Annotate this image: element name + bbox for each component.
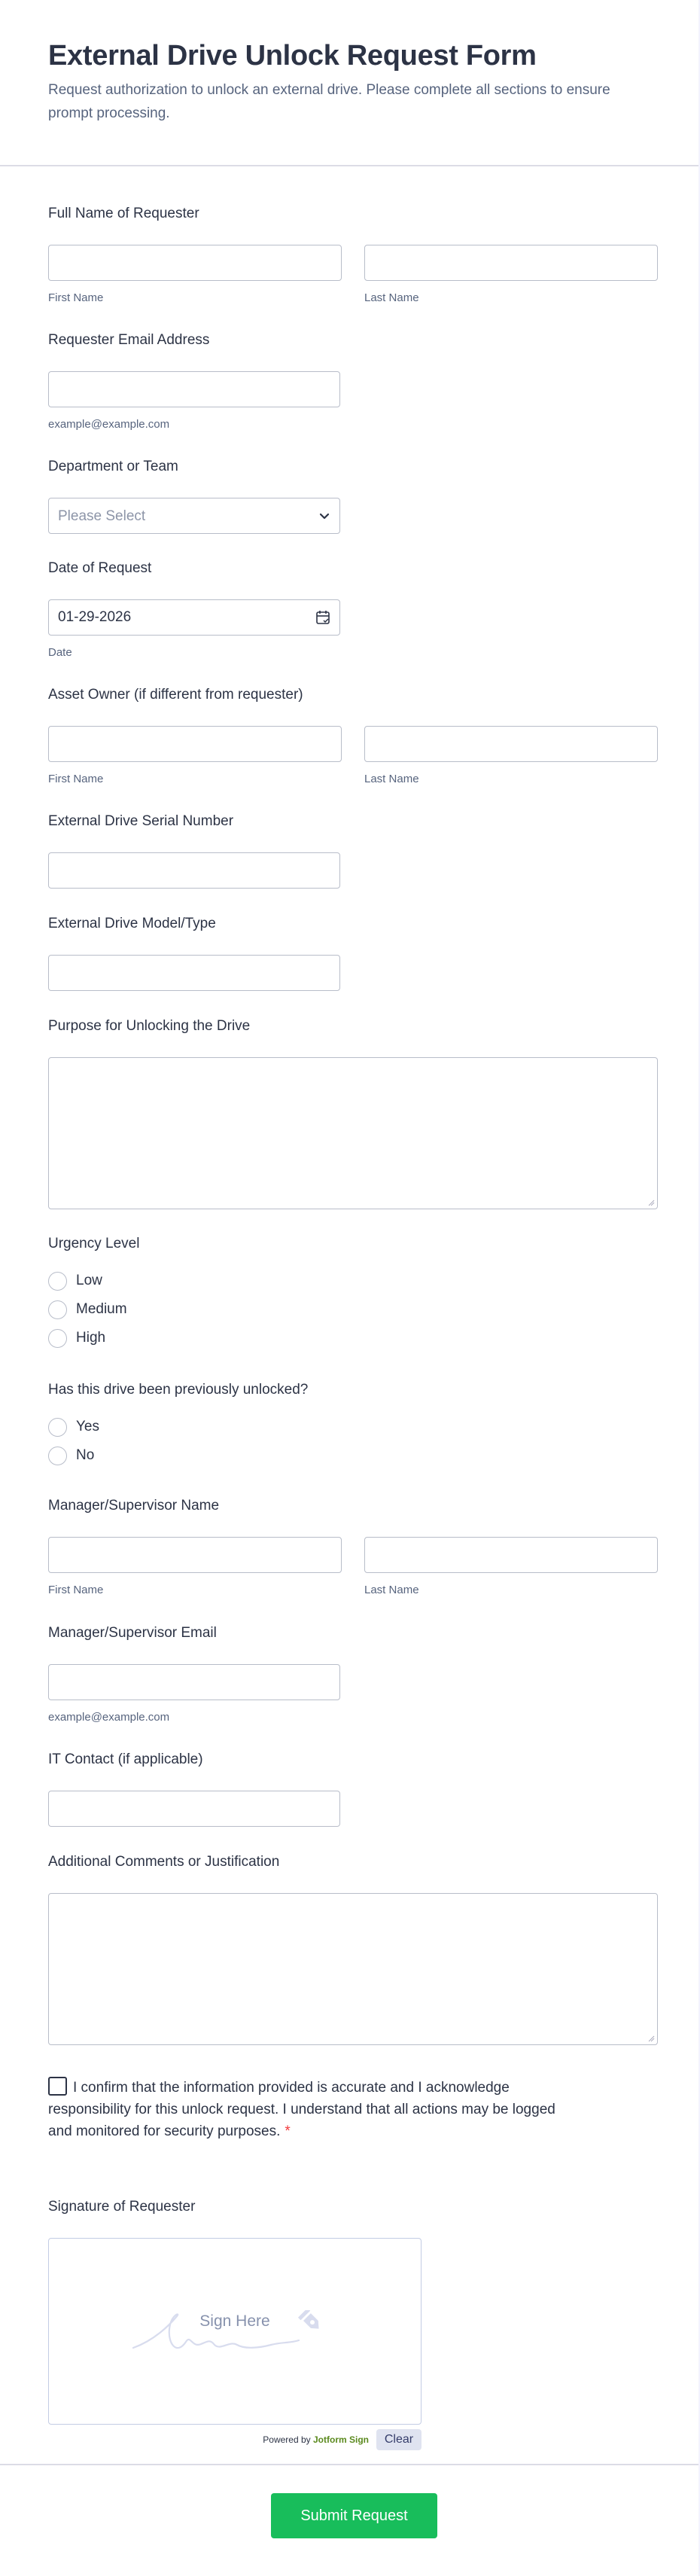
previously-unlocked-radio-group bbox=[48, 1413, 308, 1470]
select-placeholder: Please Select bbox=[58, 508, 146, 524]
field-label: Full Name of Requester bbox=[48, 206, 199, 221]
date-value: 01-29-2026 bbox=[58, 609, 132, 625]
consent-checkbox[interactable] bbox=[48, 2077, 67, 2096]
date-field bbox=[48, 559, 340, 660]
radio-circle[interactable] bbox=[48, 1418, 67, 1437]
asset-owner-field bbox=[48, 686, 658, 786]
asset-owner-first-name-input[interactable] bbox=[48, 726, 342, 762]
footer-divider bbox=[0, 2464, 698, 2465]
header-divider bbox=[0, 165, 698, 166]
model-type-field bbox=[48, 915, 340, 991]
serial-number-field bbox=[48, 812, 340, 889]
field-label: Signature of Requester bbox=[48, 2199, 196, 2215]
consent-checkbox-field bbox=[48, 2077, 575, 2142]
radio-label: Medium bbox=[76, 1301, 127, 1317]
radio-option-high[interactable] bbox=[48, 1324, 139, 1352]
requester-last-name-input[interactable] bbox=[364, 245, 658, 281]
sublabel: Last Name bbox=[364, 291, 419, 304]
serial-number-input[interactable] bbox=[48, 852, 340, 889]
urgency-field bbox=[48, 1235, 139, 1352]
requester-email-input[interactable] bbox=[48, 371, 340, 407]
it-contact-input[interactable] bbox=[48, 1791, 340, 1827]
page-subtitle: Request authorization to unlock an external drive. Please complete all sections to ensure prompt processing. bbox=[48, 82, 610, 121]
sublabel: Date bbox=[48, 646, 72, 659]
chevron-down-icon bbox=[318, 511, 330, 521]
department-field bbox=[48, 458, 340, 534]
sublabel: example@example.com bbox=[48, 418, 170, 431]
powered-by-label: Powered by bbox=[263, 2434, 311, 2445]
radio-circle[interactable] bbox=[48, 1447, 67, 1465]
previously-unlocked-field bbox=[48, 1381, 308, 1470]
jotform-sign-link[interactable]: Jotform Sign bbox=[313, 2434, 369, 2445]
consent-text: I confirm that the information provided is accurate and I acknowledge responsibility for this unlock request. I understand that all actions may be logged and monitored for security purposes. bbox=[48, 2080, 555, 2139]
signature-pad[interactable] bbox=[48, 2238, 422, 2425]
submit-button[interactable]: Submit Request bbox=[271, 2493, 437, 2538]
resize-handle-icon[interactable] bbox=[647, 1199, 655, 1206]
calendar-icon[interactable] bbox=[315, 609, 330, 626]
sign-here-placeholder: Sign Here bbox=[199, 2312, 270, 2330]
field-label: Has this drive been previously unlocked? bbox=[48, 1382, 309, 1398]
field-label: Manager/Supervisor Name bbox=[48, 1498, 220, 1514]
manager-last-name-input[interactable] bbox=[364, 1537, 658, 1573]
signature-field bbox=[48, 2198, 422, 2449]
radio-label: No bbox=[76, 1447, 95, 1463]
comments-field bbox=[48, 1853, 658, 2045]
date-input[interactable] bbox=[48, 599, 340, 636]
sublabel: First Name bbox=[48, 773, 104, 785]
requester-first-name-input[interactable] bbox=[48, 245, 342, 281]
comments-textarea[interactable] bbox=[48, 1893, 658, 2045]
field-label: Asset Owner (if different from requester) bbox=[48, 687, 303, 703]
field-label: Purpose for Unlocking the Drive bbox=[48, 1018, 251, 1034]
it-contact-field bbox=[48, 1751, 340, 1827]
field-label: Additional Comments or Justification bbox=[48, 1854, 280, 1870]
sublabel: Last Name bbox=[364, 773, 419, 785]
department-select[interactable] bbox=[48, 498, 340, 534]
radio-circle[interactable] bbox=[48, 1272, 67, 1291]
requester-email-field bbox=[48, 331, 340, 431]
sublabel: example@example.com bbox=[48, 1711, 170, 1724]
radio-label: Yes bbox=[76, 1419, 99, 1434]
signature-footer bbox=[48, 2428, 422, 2449]
requester-name-field bbox=[48, 205, 658, 305]
radio-circle[interactable] bbox=[48, 1329, 67, 1348]
radio-option-medium[interactable] bbox=[48, 1295, 139, 1324]
radio-option-no[interactable] bbox=[48, 1441, 308, 1470]
manager-name-field bbox=[48, 1497, 658, 1597]
manager-first-name-input[interactable] bbox=[48, 1537, 342, 1573]
field-label: Urgency Level bbox=[48, 1236, 140, 1251]
clear-signature-button[interactable]: Clear bbox=[376, 2429, 422, 2450]
field-label: External Drive Serial Number bbox=[48, 813, 234, 829]
sublabel: Last Name bbox=[364, 1584, 419, 1596]
radio-label: High bbox=[76, 1330, 106, 1346]
model-type-input[interactable] bbox=[48, 955, 340, 991]
field-label: Department or Team bbox=[48, 459, 178, 474]
manager-email-field bbox=[48, 1624, 340, 1724]
radio-option-yes[interactable] bbox=[48, 1413, 308, 1441]
powered-by-text bbox=[263, 2434, 369, 2445]
manager-email-input[interactable] bbox=[48, 1664, 340, 1700]
field-label: Manager/Supervisor Email bbox=[48, 1625, 217, 1641]
field-label: External Drive Model/Type bbox=[48, 916, 216, 931]
urgency-radio-group bbox=[48, 1267, 139, 1352]
field-label: Requester Email Address bbox=[48, 332, 210, 348]
radio-circle[interactable] bbox=[48, 1300, 67, 1319]
radio-label: Low bbox=[76, 1273, 102, 1288]
resize-handle-icon[interactable] bbox=[647, 2035, 655, 2042]
sublabel: First Name bbox=[48, 1584, 104, 1596]
purpose-field bbox=[48, 1017, 658, 1209]
field-label: Date of Request bbox=[48, 560, 152, 576]
form-header bbox=[48, 38, 650, 125]
field-label: IT Contact (if applicable) bbox=[48, 1751, 203, 1767]
radio-option-low[interactable] bbox=[48, 1267, 139, 1295]
required-asterisk: * bbox=[285, 2123, 291, 2139]
asset-owner-last-name-input[interactable] bbox=[364, 726, 658, 762]
sublabel: First Name bbox=[48, 291, 104, 304]
purpose-textarea[interactable] bbox=[48, 1057, 658, 1209]
page-title: External Drive Unlock Request Form bbox=[48, 40, 537, 72]
